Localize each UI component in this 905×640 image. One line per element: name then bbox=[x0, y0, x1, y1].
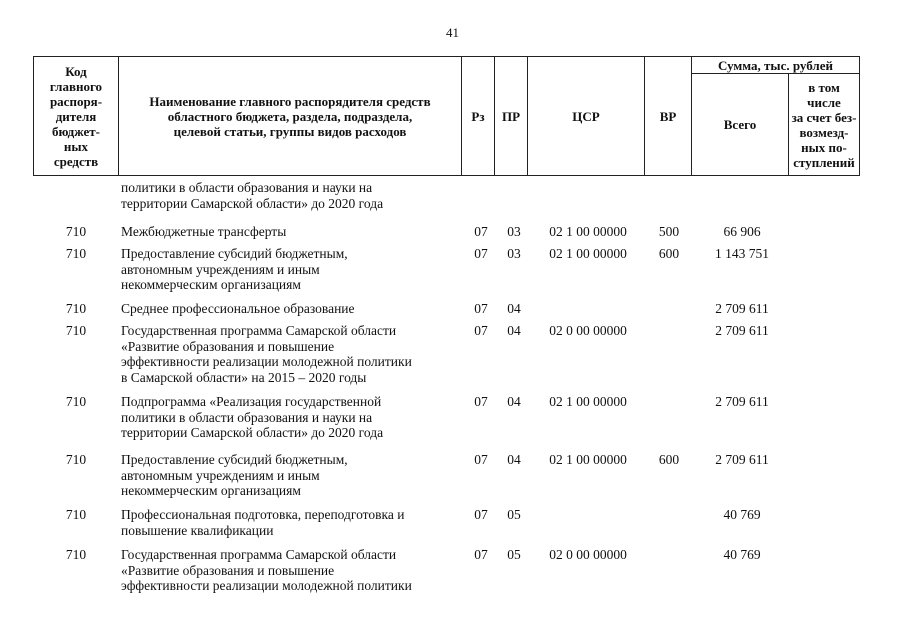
cell-vr: 600 bbox=[658, 246, 680, 261]
cell-sum: 2 709 611 bbox=[715, 452, 769, 467]
cell-name-line: Государственная программа Самарской области bbox=[121, 323, 397, 338]
cell-pr: 04 bbox=[507, 394, 521, 409]
cell-pr: 05 bbox=[507, 507, 521, 522]
cell-csr: 02 0 00 00000 bbox=[549, 547, 627, 562]
table-row bbox=[33, 180, 860, 224]
table-row bbox=[33, 224, 860, 246]
table-row bbox=[33, 301, 860, 323]
header-name-lines bbox=[121, 94, 459, 139]
header-code bbox=[34, 57, 119, 176]
cell-vr: 500 bbox=[658, 224, 680, 239]
header-name bbox=[119, 57, 462, 176]
header-line: бюджет- bbox=[51, 123, 100, 139]
header-line: в том числе bbox=[807, 79, 841, 110]
cell-code: 710 bbox=[65, 394, 87, 409]
header-line: Код bbox=[65, 63, 87, 79]
cell-name-line: в Самарской области» на 2015 – 2020 годы bbox=[121, 369, 367, 385]
header-sum-group: Сумма, тыс. рублей bbox=[692, 57, 860, 74]
cell-code: 710 bbox=[65, 246, 87, 261]
header-line: ступлений bbox=[793, 154, 855, 170]
header-incl-lines bbox=[791, 80, 857, 170]
header-pr: ПР bbox=[495, 57, 528, 176]
cell-csr: 02 1 00 00000 bbox=[549, 394, 627, 409]
header-line: ных bbox=[63, 138, 89, 154]
cell-pr: 03 bbox=[507, 224, 521, 239]
cell-name-line: автономным учреждениям и иным bbox=[121, 467, 320, 483]
cell-name-line: Государственная программа Самарской области bbox=[121, 547, 397, 562]
cell-name-line: Межбюджетные трансферты bbox=[121, 224, 287, 239]
cell-name bbox=[121, 323, 466, 385]
header-line: главного bbox=[49, 78, 103, 94]
cell-name-line: «Развитие образования и повышение bbox=[121, 338, 335, 354]
cell-name-line: Предоставление субсидий бюджетным, bbox=[121, 246, 348, 261]
header-line: возмезд- bbox=[799, 124, 849, 140]
cell-name-line: политики в области образования и науки на bbox=[121, 180, 373, 195]
cell-csr: 02 1 00 00000 bbox=[549, 246, 627, 261]
header-code-lines bbox=[36, 64, 116, 169]
header-line: ных по- bbox=[801, 139, 847, 155]
cell-pr: 04 bbox=[507, 301, 521, 316]
cell-rz: 07 bbox=[474, 246, 488, 261]
cell-name bbox=[121, 507, 466, 538]
cell-csr: 02 1 00 00000 bbox=[549, 452, 627, 467]
cell-rz: 07 bbox=[474, 507, 488, 522]
table-row bbox=[33, 246, 860, 301]
cell-pr: 04 bbox=[507, 452, 521, 467]
page-number: 41 bbox=[446, 25, 459, 40]
header-total: Всего bbox=[692, 74, 789, 176]
cell-name-line: политики в области образования и науки на bbox=[121, 409, 373, 425]
cell-code: 710 bbox=[65, 224, 87, 239]
cell-name-line: Профессиональная подготовка, переподготовка и bbox=[121, 507, 405, 522]
cell-code: 710 bbox=[65, 547, 87, 562]
cell-rz: 07 bbox=[474, 323, 488, 338]
cell-code: 710 bbox=[65, 323, 87, 338]
cell-name-line: территории Самарской области» до 2020 года bbox=[121, 195, 384, 211]
cell-name bbox=[121, 394, 466, 441]
cell-name-line: эффективности реализации молодежной политики bbox=[121, 354, 412, 369]
table-body bbox=[33, 180, 860, 599]
table-row bbox=[33, 452, 860, 507]
cell-name-line: некоммерческим организациям bbox=[121, 277, 301, 292]
cell-sum: 1 143 751 bbox=[715, 246, 769, 261]
header-line: средств bbox=[53, 153, 99, 169]
cell-name bbox=[121, 547, 466, 594]
cell-pr: 05 bbox=[507, 547, 521, 562]
cell-name bbox=[121, 180, 466, 211]
header-line: дителя bbox=[55, 108, 97, 124]
cell-csr: 02 0 00 00000 bbox=[549, 323, 627, 338]
cell-code: 710 bbox=[65, 452, 87, 467]
cell-name-line: повышение квалификации bbox=[121, 522, 274, 538]
cell-name-line: Среднее профессиональное образование bbox=[121, 301, 355, 316]
table-row bbox=[33, 547, 860, 599]
table-row bbox=[33, 507, 860, 547]
cell-name-line: Предоставление субсидий бюджетным, bbox=[121, 452, 348, 467]
header-csr: ЦСР bbox=[528, 57, 645, 176]
cell-sum: 66 906 bbox=[723, 224, 761, 239]
cell-name bbox=[121, 301, 466, 317]
cell-name bbox=[121, 246, 466, 293]
table-row bbox=[33, 323, 860, 394]
cell-name-line: «Развитие образования и повышение bbox=[121, 562, 335, 578]
cell-vr: 600 bbox=[658, 452, 680, 467]
header-line: распоря- bbox=[49, 93, 103, 109]
cell-name-line: некоммерческим организациям bbox=[121, 483, 301, 498]
cell-pr: 04 bbox=[507, 323, 521, 338]
cell-name-line: автономным учреждениям и иным bbox=[121, 261, 320, 277]
cell-name bbox=[121, 224, 466, 240]
cell-sum: 2 709 611 bbox=[715, 394, 769, 409]
cell-code: 710 bbox=[65, 301, 87, 316]
header-rz: Рз bbox=[462, 57, 495, 176]
table-header bbox=[33, 56, 860, 176]
cell-name-line: эффективности реализации молодежной политики bbox=[121, 578, 412, 593]
cell-name-line: территории Самарской области» до 2020 года bbox=[121, 425, 384, 440]
cell-rz: 07 bbox=[474, 224, 488, 239]
cell-csr: 02 1 00 00000 bbox=[549, 224, 627, 239]
header-line: за счет без- bbox=[791, 109, 857, 125]
cell-name-line: Подпрограмма «Реализация государственной bbox=[121, 394, 382, 409]
header-line: областного бюджета, раздела, подраздела, bbox=[167, 108, 413, 124]
cell-name bbox=[121, 452, 466, 499]
header-line: Наименование главного распорядителя средств bbox=[149, 93, 431, 109]
table-row bbox=[33, 394, 860, 452]
cell-rz: 07 bbox=[474, 301, 488, 316]
cell-sum: 2 709 611 bbox=[715, 323, 769, 338]
cell-pr: 03 bbox=[507, 246, 521, 261]
cell-sum: 2 709 611 bbox=[715, 301, 769, 316]
header-line: целевой статьи, группы видов расходов bbox=[173, 123, 407, 139]
cell-rz: 07 bbox=[474, 394, 488, 409]
header-vr: ВР bbox=[645, 57, 692, 176]
cell-code: 710 bbox=[65, 507, 87, 522]
cell-sum: 40 769 bbox=[723, 547, 761, 562]
header-incl bbox=[789, 74, 860, 176]
cell-rz: 07 bbox=[474, 547, 488, 562]
cell-rz: 07 bbox=[474, 452, 488, 467]
cell-sum: 40 769 bbox=[723, 507, 761, 522]
